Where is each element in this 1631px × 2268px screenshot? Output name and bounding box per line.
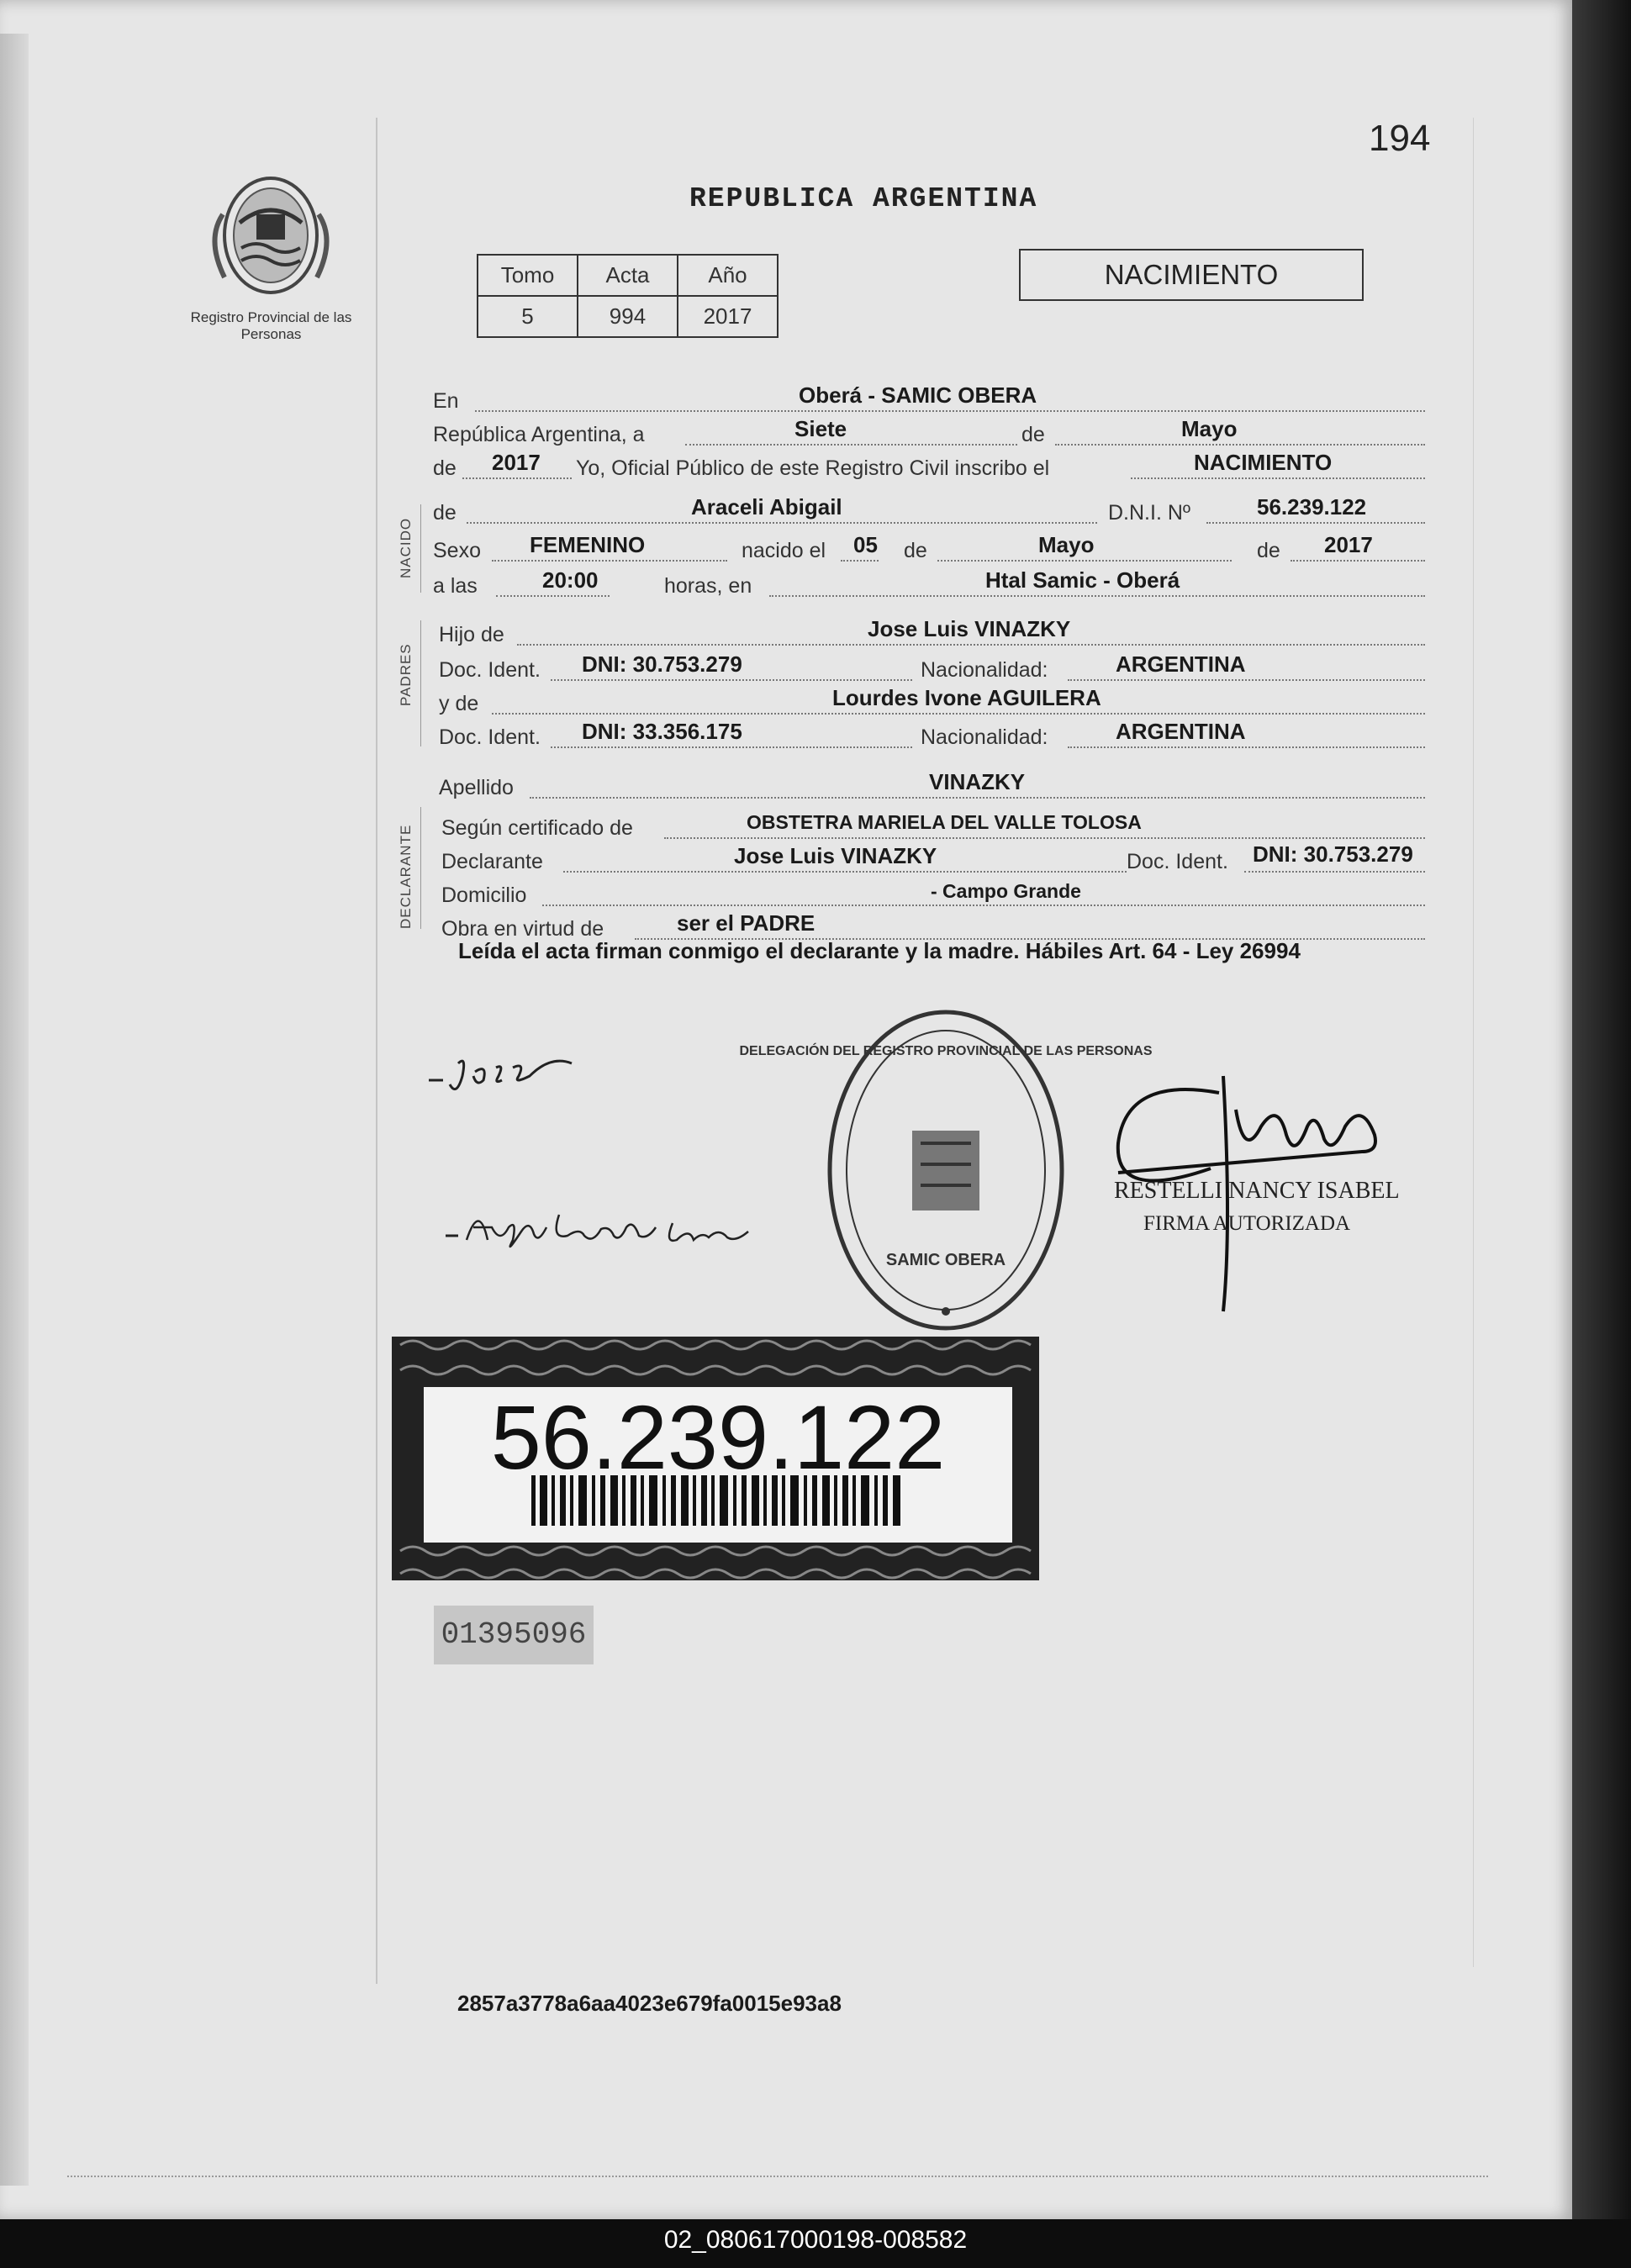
official-seal xyxy=(739,1005,1153,1337)
value-madre-doc: DNI: 33.356.175 xyxy=(582,719,742,744)
value-inscripcion: NACIMIENTO xyxy=(1194,450,1333,475)
book-edge xyxy=(1572,0,1631,2219)
record-table xyxy=(477,254,779,338)
row-inscripcion xyxy=(433,447,1425,484)
value-mes: Mayo xyxy=(1181,416,1238,441)
value-sexo: FEMENINO xyxy=(530,532,646,557)
label-domicilio: Domicilio xyxy=(441,883,527,907)
dotted-line xyxy=(937,560,1232,562)
label-de3: de xyxy=(1257,539,1280,562)
margin-line-right xyxy=(1473,118,1474,1967)
dotted-line xyxy=(841,560,879,562)
value-madre-nac: ARGENTINA xyxy=(1116,719,1246,744)
dotted-line xyxy=(1068,746,1425,748)
dotted-line xyxy=(769,595,1425,597)
value-obra: ser el PADRE xyxy=(677,910,816,936)
document-hash: 2857a3778a6aa4023e679fa0015e93a8 xyxy=(457,1991,842,2016)
registry-name: Registro Provincial de las Personas xyxy=(190,309,352,342)
label-nacionalidad2: Nacionalidad: xyxy=(921,725,1048,749)
dotted-line xyxy=(530,797,1425,799)
footer-rule xyxy=(67,2176,1488,2177)
province-crest-icon xyxy=(189,164,353,298)
dotted-line xyxy=(496,595,610,597)
closing-statement: Leída el acta firman conmigo el declarante y la madre. Hábiles Art. 64 - Ley 26994 xyxy=(458,938,1301,963)
record-col-anio: Año xyxy=(678,255,778,296)
dotted-line xyxy=(1068,679,1425,681)
label-yo-oficial: Yo, Oficial Público de este Registro Civil inscribo el xyxy=(576,456,1050,480)
label-a-las: a las xyxy=(433,574,478,598)
label-de: de xyxy=(1021,423,1045,446)
record-val-anio: 2017 xyxy=(678,296,778,337)
dotted-line xyxy=(664,837,1425,839)
value-apellido: VINAZKY xyxy=(929,769,1026,794)
dotted-line xyxy=(467,522,1097,524)
section-divider xyxy=(420,504,421,593)
label-en: En xyxy=(433,389,459,413)
book-spine xyxy=(0,34,29,2186)
dotted-line xyxy=(492,560,727,562)
margin-line xyxy=(376,118,377,1984)
value-declarante-doc: DNI: 30.753.279 xyxy=(1253,841,1413,867)
section-label-nacido: NACIDO xyxy=(398,517,414,578)
dni-sticker xyxy=(392,1337,1039,1580)
label-dni: D.N.I. Nº xyxy=(1108,501,1191,525)
dotted-line xyxy=(551,746,912,748)
seal-city: SAMIC OBERA xyxy=(885,1251,1006,1269)
section-divider xyxy=(420,807,421,929)
value-lugar-nac: Htal Samic - Oberá xyxy=(985,567,1180,593)
label-hijo-de: Hijo de xyxy=(439,623,504,646)
section-divider xyxy=(420,620,421,746)
authority-name: RESTELLI NANCY ISABEL xyxy=(1114,1178,1400,1204)
row-domicilio xyxy=(433,874,1425,911)
label-apellido: Apellido xyxy=(439,776,514,799)
value-nac-mes: Mayo xyxy=(1038,532,1095,557)
value-dni: 56.239.122 xyxy=(1257,494,1367,520)
row-fecha xyxy=(433,414,1425,451)
row-padre-doc xyxy=(433,649,1425,686)
value-padre-doc: DNI: 30.753.279 xyxy=(582,651,742,677)
section-label-declarante: DECLARANTE xyxy=(398,824,414,929)
row-sexo xyxy=(433,530,1425,567)
dotted-line xyxy=(517,644,1425,646)
row-madre-doc xyxy=(433,716,1425,753)
record-type: NACIMIENTO xyxy=(1019,249,1364,301)
label-doc-ident3: Doc. Ident. xyxy=(1127,850,1228,873)
row-nombre xyxy=(433,492,1425,529)
label-doc-ident2: Doc. Ident. xyxy=(439,725,541,749)
dotted-line xyxy=(551,679,912,681)
row-declarante xyxy=(433,841,1425,878)
control-number: 01395096 xyxy=(434,1606,594,1664)
dotted-line xyxy=(1055,444,1425,446)
label-segun: Según certificado de xyxy=(441,816,633,840)
row-certificado xyxy=(433,807,1425,844)
signature-declarante xyxy=(425,1038,584,1105)
value-domicilio: - Campo Grande xyxy=(931,880,1081,902)
dotted-line xyxy=(462,477,572,479)
label-de2: de xyxy=(904,539,927,562)
row-hora xyxy=(433,565,1425,602)
label-de-year: de xyxy=(433,456,457,480)
value-lugar: Oberá - SAMIC OBERA xyxy=(799,382,1037,408)
page-number: 194 xyxy=(1369,118,1431,159)
label-de-name: de xyxy=(433,501,457,525)
dotted-line xyxy=(475,410,1425,412)
value-nombre: Araceli Abigail xyxy=(691,494,842,520)
record-val-tomo: 5 xyxy=(478,296,578,337)
record-col-acta: Acta xyxy=(578,255,678,296)
authority-title: FIRMA AUTORIZADA xyxy=(1143,1212,1351,1235)
section-label-padres: PADRES xyxy=(398,643,414,706)
dotted-line xyxy=(563,871,1127,873)
label-y-de: y de xyxy=(439,692,479,715)
record-val-acta: 994 xyxy=(578,296,678,337)
dotted-line xyxy=(685,444,1017,446)
label-nacido-el: nacido el xyxy=(742,539,826,562)
record-col-tomo: Tomo xyxy=(478,255,578,296)
label-declarante: Declarante xyxy=(441,850,543,873)
document-title: REPUBLICA ARGENTINA xyxy=(689,183,1038,214)
row-lugar xyxy=(433,380,1425,417)
dotted-line xyxy=(1206,522,1425,524)
dotted-line xyxy=(1291,560,1425,562)
label-horas-en: horas, en xyxy=(664,574,752,598)
sticker-number: 56.239.122 xyxy=(490,1386,946,1488)
dotted-line xyxy=(492,713,1425,715)
label-nacionalidad: Nacionalidad: xyxy=(921,658,1048,682)
seal-text: DELEGACIÓN DEL REGISTRO PROVINCIAL DE LAS PERSONAS xyxy=(739,1044,1153,1058)
value-padre: Jose Luis VINAZKY xyxy=(868,616,1071,641)
value-certificado: OBSTETRA MARIELA DEL VALLE TOLOSA xyxy=(747,811,1142,833)
row-madre xyxy=(433,683,1425,720)
dotted-line xyxy=(1244,871,1425,873)
row-padre xyxy=(433,614,1425,651)
authorized-signature xyxy=(1110,1059,1438,1328)
dotted-line xyxy=(1131,477,1425,479)
signature-madre xyxy=(441,1194,761,1261)
label-sexo: Sexo xyxy=(433,539,481,562)
value-anio: 2017 xyxy=(492,450,541,475)
value-nac-dia: 05 xyxy=(853,532,878,557)
value-nac-anio: 2017 xyxy=(1324,532,1373,557)
value-padre-nac: ARGENTINA xyxy=(1116,651,1246,677)
value-declarante: Jose Luis VINAZKY xyxy=(734,843,937,868)
value-dia: Siete xyxy=(794,416,847,441)
dotted-line xyxy=(542,905,1425,906)
image-caption: 02_080617000198-008582 xyxy=(663,2226,968,2254)
label-doc-ident: Doc. Ident. xyxy=(439,658,541,682)
value-madre: Lourdes Ivone AGUILERA xyxy=(832,685,1101,710)
label-republica: República Argentina, a xyxy=(433,423,645,446)
label-obra: Obra en virtud de xyxy=(441,917,604,941)
row-apellido xyxy=(433,767,1425,804)
value-hora: 20:00 xyxy=(542,567,599,593)
